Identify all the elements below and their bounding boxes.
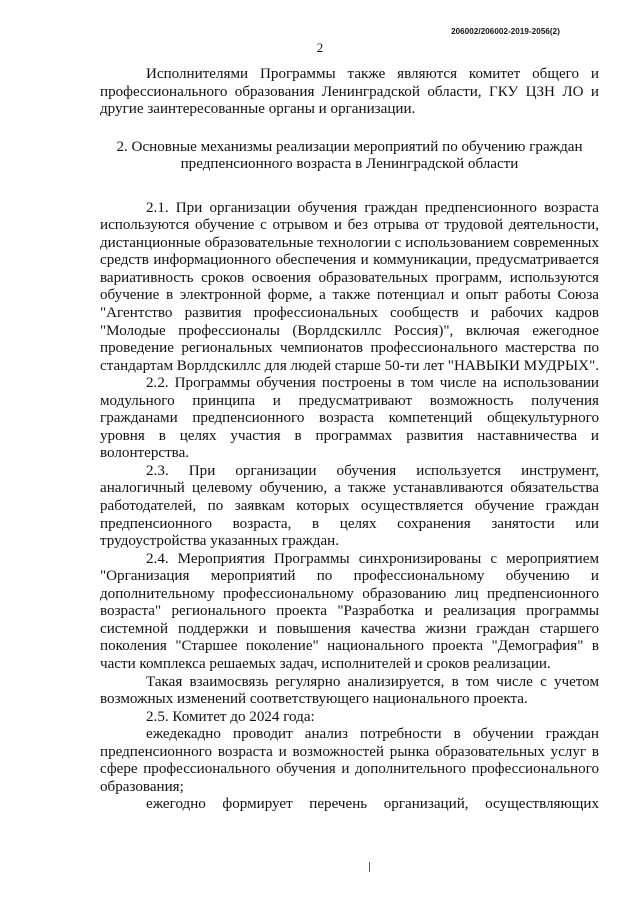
document-body [100, 66, 599, 814]
paragraph-decadal-analysis: ежедекадно проводит анализ потребности в обучении граждан предпенсионного возраста и возможностей рынка образовательных услуг в сфере профессионального обучения и дополнительного профессионального образования; [100, 726, 599, 795]
paragraph-2-4: 2.4. Мероприятия Программы синхронизированы с мероприятием "Организация мероприятий по профессиональному обучению и дополнительному профессиональному образованию лиц предпенсионного возраста" регионального проекта "Разработка и реализация программы системной поддержки и повышения качества жизни граждан старшего поколения "Старшее поколение" национального проекта "Демография" в части комплекса решаемых задач, исполнителей и сроков реализации. [100, 550, 599, 672]
paragraph-executors: Исполнителями Программы также являются комитет общего и профессионального образования Ленинградской области, ГКУ ЦЗН ЛО и другие заинтересованные органы и организации. [100, 66, 599, 118]
page-number: 2 [316, 40, 324, 55]
paragraph-interrelation: Такая взаимосвязь регулярно анализируется, в том числе с учетом возможных изменений соответствующего национального проекта. [100, 673, 599, 708]
paragraph-2-3: 2.3. При организации обучения используется инструмент, аналогичный целевому обучению, а также устанавливаются обязательства работодателей, по заявкам которых осуществляется обучение граждан предпенсионного возраста, в целях сохранения занятости или трудоустройства указанных граждан. [100, 462, 599, 550]
section-heading: 2. Основные механизмы реализации мероприятий по обучению граждан предпенсионного возраста в Ленинградской области [116, 138, 583, 173]
paragraph-2-5: 2.5. Комитет до 2024 года: [146, 708, 315, 725]
paragraph-2-2: 2.2. Программы обучения построены в том числе на использовании модульного принципа и предусматривают возможность получения гражданами предпенсионного возраста компетенций общекультурного уровня в целях участия в программах развития наставничества и волонтерства. [100, 375, 599, 462]
document-id: 206002/206002-2019-2056(2) [451, 27, 560, 36]
paragraph-2-1: 2.1. При организации обучения граждан предпенсионного возраста используются обучение с отрывом и без отрыва от трудовой деятельности, дистанционные образовательные технологии с использованием современных средств информационного обеспечения и коммуникации, предусматривается вариативность сроков освоения образовательных программ, используются обучение в электронной форме, а также потенциал и опыт работы Союза "Агентство развития профессиональных сообществ и рабочих кадров "Молодые профессионалы (Ворлдскиллс Россия)", включая ежегодное проведение региональных чемпионатов профессионального мастерства по стандартам Ворлдскиллс для людей старше 50-ти лет "НАВЫКИ МУДРЫХ". [100, 199, 599, 374]
scan-mark [369, 862, 370, 872]
paragraph-annual-list: ежегодно формирует перечень организаций, осуществляющих [146, 796, 599, 813]
